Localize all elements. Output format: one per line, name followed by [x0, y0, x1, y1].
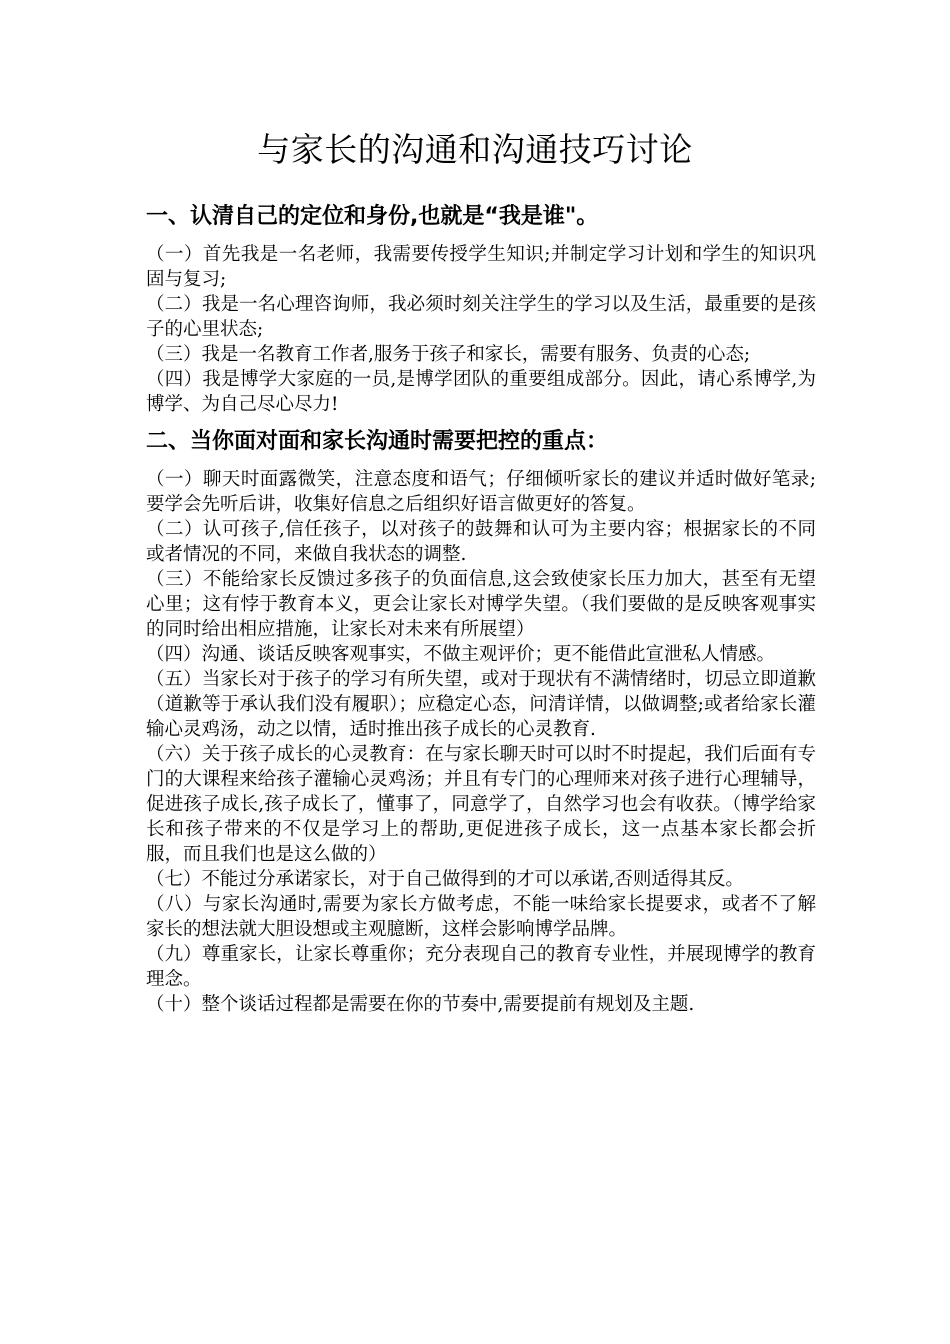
- section-heading: 一、认清自己的定位和身份,也就是“我是谁"。: [146, 204, 599, 229]
- document-title: 与家长的沟通和沟通技巧讨论: [257, 130, 693, 169]
- paragraph-item: （三）不能给家长反馈过多孩子的负面信息,这会致使家长压力加大，甚至有无望心里；这有悖于教育本义，更会让家长对博学失望。（我们要做的是反映客观事实的同时给出相应措施，让家长对未来有所展望）: [146, 569, 816, 640]
- paragraph-item: （三）我是一名教育工作者,服务于孩子和家长，需要有服务、负责的心态;: [146, 344, 751, 365]
- section-identity: [146, 202, 816, 417]
- document-body: [146, 202, 816, 1017]
- paragraph-item: （二）认可孩子,信任孩子，以对孩子的鼓舞和认可为主要内容；根据家长的不同或者情况的不同，来做自我状态的调整.: [146, 519, 816, 565]
- section-communication-points: [146, 427, 816, 1017]
- paragraph-item: （二）我是一名心理咨询师，我必须时刻关注学生的学习以及生活，最重要的是孩子的心里状态;: [146, 294, 816, 340]
- section-heading: 二、当你面对面和家长沟通时需要把控的重点：: [146, 429, 609, 454]
- paragraph-item: （五）当家长对于孩子的学习有所失望，或对于现状有不满情绪时，切忌立即道歉（道歉等于承认我们没有履职）；应稳定心态，问清详情，以做调整;或者给家长灌输心灵鸡汤，动之以情，适时推出孩子成长的心灵教育.: [146, 669, 816, 740]
- paragraph-item: （四）我是博学大家庭的一员,是博学团队的重要组成部分。因此，请心系博学,为博学、为自己尽心尽力!: [146, 369, 816, 415]
- paragraph-item: （一）聊天时面露微笑，注意态度和语气；仔细倾听家长的建议并适时做好笔录;要学会先听后讲，收集好信息之后组织好语言做更好的答复。: [146, 469, 816, 515]
- paragraph-item: （九）尊重家长，让家长尊重你；充分表现自己的教育专业性，并展现博学的教育理念。: [146, 944, 816, 990]
- paragraph-item: （四）沟通、谈话反映客观事实，不做主观评价；更不能借此宣泄私人情感。: [146, 644, 776, 665]
- paragraph-item: （八）与家长沟通时,需要为家长方做考虑，不能一味给家长提要求，或者不了解家长的想法就大胆设想或主观臆断，这样会影响博学品牌。: [146, 894, 816, 940]
- paragraph-item: （一）首先我是一名老师，我需要传授学生知识;并制定学习计划和学生的知识巩固与复习;: [146, 244, 816, 290]
- paragraph-item: （六）关于孩子成长的心灵教育：在与家长聊天时可以时不时提起，我们后面有专门的大课程来给孩子灌输心灵鸡汤；并且有专门的心理师来对孩子进行心理辅导，促进孩子成长,孩子成长了，懂事了，同意学了，自然学习也会有收获。（博学给家长和孩子带来的不仅是学习上的帮助,更促进孩子成长，这一点基本家长都会折服，而且我们也是这么做的）: [146, 744, 816, 865]
- paragraph-item: （十）整个谈话过程都是需要在你的节奏中,需要提前有规划及主题.: [146, 994, 695, 1015]
- paragraph-item: （七）不能过分承诺家长，对于自己做得到的才可以承诺,否则适得其反。: [146, 869, 744, 890]
